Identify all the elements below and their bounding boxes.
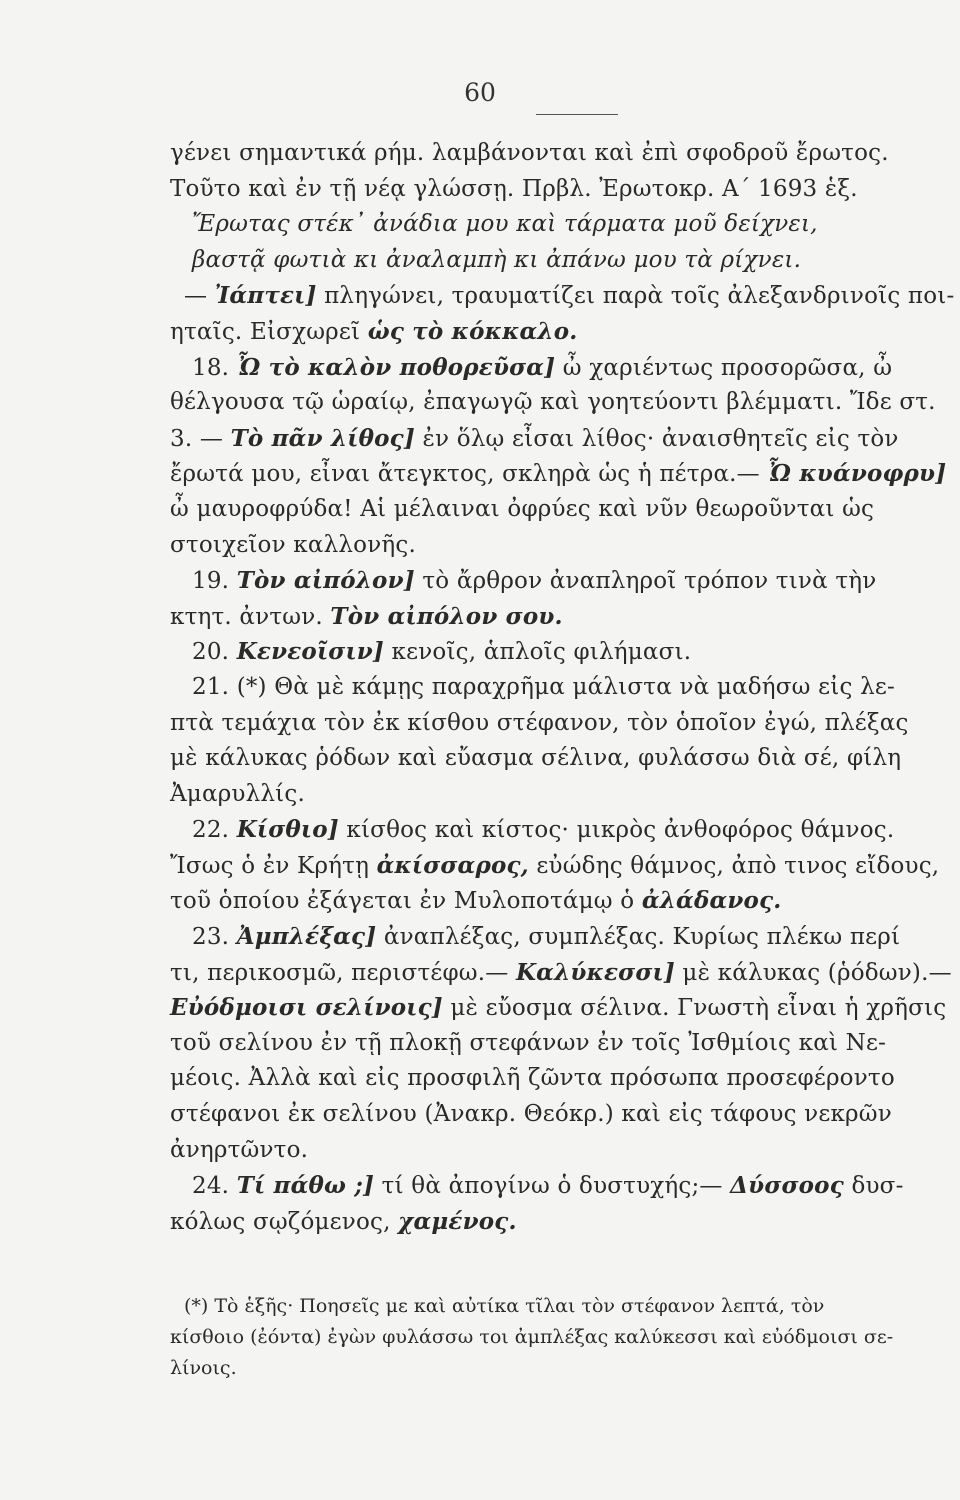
text-line: [170, 350, 960, 386]
text-segment: δυσ-: [843, 1173, 904, 1200]
text-segment: στοιχεῖον καλλονῆς.: [170, 531, 416, 558]
text-line: [170, 136, 960, 172]
text-line: [170, 385, 960, 421]
text-line: [170, 777, 960, 813]
text-segment: Ἀμαρυλλίς.: [170, 780, 305, 807]
lemma-text: Δύσσοος: [730, 1172, 844, 1200]
text-segment: 19.: [192, 568, 237, 595]
lemma-text: Ἔρωτας στέκ᾽ ἀνάδια μου καὶ τάρματα μοῦ δείχνει,: [192, 211, 818, 238]
footnote: [170, 1291, 960, 1384]
text-line: [170, 528, 960, 564]
text-line: [170, 634, 960, 670]
footnote-line: [170, 1291, 960, 1322]
lemma-text: ἀκίσσαρος,: [376, 851, 529, 879]
text-segment: 3. —: [170, 425, 231, 452]
text-line: [170, 919, 960, 955]
text-segment: μὲ κάλυκας (ῥόδων).—: [674, 959, 952, 986]
lemma-text: χαμένος.: [398, 1207, 517, 1235]
lemma-text: βαστᾷ φωτιὰ κι ἀναλαμπὴ κι ἀπάνω μου τὰ ρίχνει.: [192, 246, 802, 273]
text-line: [170, 1168, 960, 1204]
text-segment: πληγώνει, τραυματίζει παρὰ τοῖς ἀλεξανδρινοῖς ποι-: [316, 283, 955, 310]
text-line: [170, 670, 960, 706]
text-line: [170, 741, 960, 777]
page-number: 60: [464, 78, 496, 107]
text-segment: κόλως σῳζόμενος,: [170, 1208, 399, 1235]
lemma-text: Κενεοῖσιν]: [236, 638, 385, 666]
text-segment: κίσθος καὶ κίστος· μικρὸς ἀνθοφόρος θάμνος.: [338, 817, 895, 844]
text-segment: τι, περικοσμῶ, περιστέφω.—: [170, 959, 516, 986]
text-segment: τοῦ ὁποίου ἐξάγεται ἐν Μυλοποτάμῳ ὁ: [170, 888, 642, 915]
text-segment: ηταῖς. Εἰσχωρεῖ: [170, 318, 368, 345]
text-segment: μέοις. Ἀλλὰ καὶ εἰς προσφιλῆ ζῶντα πρόσωπα προσεφέροντο: [170, 1065, 895, 1092]
footnote-line: [170, 1353, 960, 1384]
text-line: [170, 706, 960, 742]
text-segment: θέλγουσα τῷ ὡραίῳ, ἐπαγωγῷ καὶ γοητεύοντι βλέμματι. Ἴδε στ.: [170, 389, 936, 416]
lemma-text: Κίσθιο]: [236, 816, 339, 844]
text-line: [170, 599, 960, 635]
text-line: [170, 1133, 960, 1169]
text-segment: εὐώδης θάμνος, ἀπὸ τινος εἴδους,: [528, 852, 940, 879]
text-segment: μὲ κάλυκας ῥόδων καὶ εὔασμα σέλινα, φυλάσσω διὰ σέ, φίλη: [170, 745, 902, 772]
text-segment: τοῦ σελίνου ἐν τῇ πλοκῇ στεφάνων ἐν τοῖς Ἰσθμίοις καὶ Νε-: [170, 1029, 887, 1056]
text-segment: —: [184, 283, 215, 310]
text-line: [170, 243, 960, 279]
text-line: [170, 1097, 960, 1133]
text-line: [170, 421, 960, 457]
text-segment: ἀναπλέξας, συμπλέξας. Κυρίως πλέκω περί: [376, 924, 901, 951]
text-line: [170, 990, 960, 1026]
text-segment: 21. (*) Θὰ μὲ κάμῃς παραχρῆμα μάλιστα νὰ μαδήσω εἰς λε-: [192, 673, 895, 700]
text-segment: στέφανοι ἐκ σελίνου (Ἀνακρ. Θεόκρ.) καὶ εἰς τάφους νεκρῶν: [170, 1101, 892, 1128]
text-segment: Ἴσως ὁ ἐν Κρήτῃ: [170, 852, 377, 879]
text-segment: κενοῖς, ἁπλοῖς φιλήμασι.: [384, 639, 692, 666]
lemma-text: Καλύκεσσι]: [515, 958, 675, 986]
text-line: [170, 883, 960, 919]
text-line: [170, 456, 960, 492]
text-line: [170, 1204, 960, 1240]
text-segment: ὦ χαριέντως προσορῶσα, ὦ: [555, 354, 893, 381]
text-segment: κτητ. ἀντων.: [170, 603, 331, 630]
text-segment: 20.: [192, 639, 237, 666]
lemma-text: Ὦ τὸ καλὸν ποθορεῦσα]: [236, 353, 556, 381]
text-segment: τὸ ἄρθρον ἀναπληροῖ τρόπον τινὰ τὴν: [414, 568, 877, 595]
lemma-text: ὡς τὸ κόκκαλο.: [367, 317, 578, 345]
text-line: [170, 563, 960, 599]
footnote-text: λίνοις.: [170, 1357, 237, 1379]
footnote-text: κίσθοιο (ἐόντα) ἐγὼν φυλάσσω τοι ἀμπλέξας καλύκεσσι καὶ εὐόδμοισι σε-: [170, 1326, 894, 1348]
text-segment: 18.: [192, 354, 237, 381]
text-segment: ἀνηρτῶντο.: [170, 1136, 309, 1163]
text-segment: 22.: [192, 817, 237, 844]
text-segment: Τοῦτο καὶ ἐν τῇ νέᾳ γλώσσῃ. Πρβλ. Ἐρωτοκρ. Α΄ 1693 ἑξ.: [170, 175, 858, 202]
text-line: [170, 172, 960, 208]
lemma-text: Τὸ πᾶν λίθος]: [230, 424, 415, 452]
text-line: [170, 1061, 960, 1097]
lemma-text: Ὦ κυάνοφρυ]: [767, 460, 947, 488]
lemma-text: Τὸν αἰπόλον σου.: [330, 602, 563, 630]
text-segment: πτὰ τεμάχια τὸν ἐκ κίσθου στέφανον, τὸν ὁποῖον ἐγώ, πλέξας: [170, 709, 909, 736]
commentary-text: [170, 136, 960, 1239]
text-segment: ὦ μαυροφρύδα! Αἱ μέλαιναι ὀφρύες καὶ νῦν θεωροῦνται ὡς: [170, 495, 875, 522]
text-segment: τί θὰ ἀπογίνω ὁ δυστυχής;—: [374, 1173, 731, 1200]
lemma-text: Ἀμπλέξας]: [236, 923, 377, 951]
text-line: [170, 812, 960, 848]
text-line: [170, 848, 960, 884]
footnote-text: (*) Τὸ ἑξῆς· Ποησεῖς με καὶ αὐτίκα τῖλαι τὸν στέφανον λεπτά, τὸν: [184, 1295, 825, 1317]
lemma-text: ἀλάδανος.: [641, 887, 782, 915]
text-segment: γένει σημαντικά ρήμ. λαμβάνονται καὶ ἐπὶ σφοδροῦ ἔρωτος.: [170, 140, 889, 166]
text-segment: ἔρωτά μου, εἶναι ἄτεγκτος, σκληρὰ ὡς ἡ πέτρα.—: [170, 461, 768, 488]
text-segment: μὲ εὔοσμα σέλινα. Γνωστὴ εἶναι ἡ χρῆσις: [442, 995, 947, 1022]
header-rule: [536, 114, 618, 115]
lemma-text: Ἰάπτει]: [214, 282, 317, 310]
text-line: [170, 207, 960, 243]
text-line: [170, 955, 960, 991]
lemma-text: Εὐόδμοισι σελίνοις]: [170, 994, 443, 1022]
lemma-text: Τὸν αἰπόλον]: [236, 567, 415, 595]
text-segment: 24.: [192, 1173, 237, 1200]
text-segment: ἐν ὅλῳ εἶσαι λίθος· ἀναισθητεῖς εἰς τὸν: [414, 425, 899, 452]
lemma-text: Τί πάθω ;]: [236, 1172, 375, 1200]
text-line: [170, 492, 960, 528]
text-line: [170, 278, 960, 314]
footnote-line: [170, 1322, 960, 1353]
text-line: [170, 1026, 960, 1062]
text-segment: 23.: [192, 924, 237, 951]
text-line: [170, 314, 960, 350]
